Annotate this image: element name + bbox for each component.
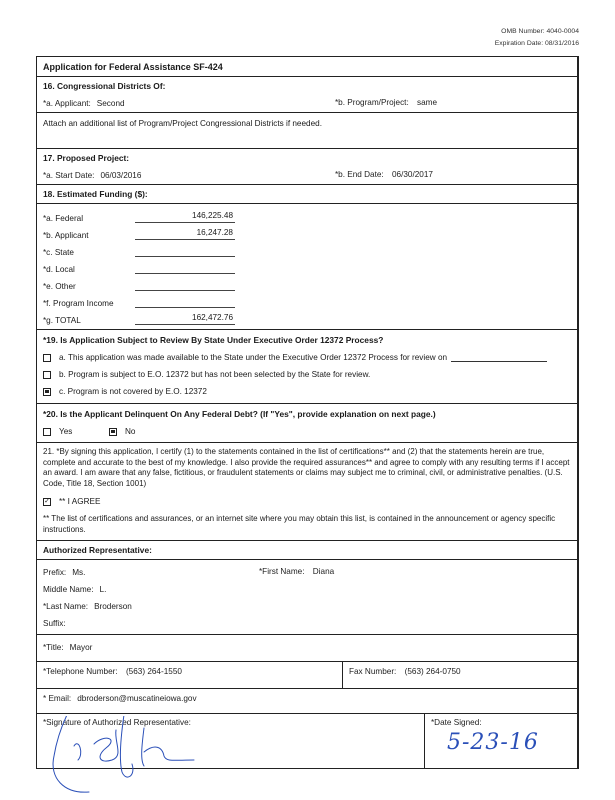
rep-heading: Authorized Representative: xyxy=(43,544,152,555)
eo-option-a[interactable] xyxy=(37,349,577,366)
funding-label: *e. Other xyxy=(43,282,76,291)
email-label: * Email: xyxy=(43,693,72,703)
section-20 xyxy=(37,404,577,443)
section-16-heading: 16. Congressional Districts Of: xyxy=(43,81,166,91)
prefix-label: Prefix: xyxy=(43,567,67,577)
middle-name-row xyxy=(37,581,577,598)
program-district-field[interactable]: same xyxy=(417,98,438,107)
funding-label: *c. State xyxy=(43,248,74,257)
date-signed-label: *Date Signed: xyxy=(431,717,482,727)
fax-cell xyxy=(342,662,577,688)
section-17 xyxy=(37,149,577,185)
attach-note: Attach an additional list of Program/Project Congressional Districts if needed. xyxy=(43,118,322,128)
review-date-field[interactable] xyxy=(451,354,547,362)
project-dates-row xyxy=(37,167,577,184)
section-18-header xyxy=(37,185,577,204)
checkbox-checked-icon[interactable] xyxy=(43,388,51,396)
funding-applicant-field[interactable]: 16,247.28 xyxy=(135,227,235,240)
eo-option-b[interactable] xyxy=(37,366,577,383)
signature-ink-icon xyxy=(44,716,254,796)
funding-other-field[interactable] xyxy=(135,278,235,291)
last-name-field[interactable]: Broderson xyxy=(94,601,132,611)
title-label: *Title: xyxy=(43,642,64,652)
funding-local-field[interactable] xyxy=(135,261,235,274)
congressional-districts-row xyxy=(37,95,577,112)
date-signed-field[interactable]: 5-23-16 xyxy=(447,729,539,755)
eo-option-b-label: b. Program is subject to E.O. 12372 but has not been selected by the State for review. xyxy=(59,370,371,379)
section-19-heading: *19. Is Application Subject to Review By State Under Executive Order 12372 Process? xyxy=(43,335,384,345)
funding-state-field[interactable] xyxy=(135,244,235,257)
certification-text: 21. *By signing this application, I certify (1) to the statements contained in the list of certifications** and (2) that the statements herein are true, complete and accurate to the best of my knowledge. I also provide the required assurances** and agree to comply with any resulting terms if I accept an award. I am aware that any false, fictitious, or fraudulent statements or claims may subject me to criminal, civil, or administrative penalties. (U.S. Code, Title 18, Section 1001) xyxy=(43,447,570,488)
funding-label: *g. TOTAL xyxy=(43,316,81,325)
telephone-field[interactable]: (563) 264-1550 xyxy=(125,666,182,676)
applicant-district-field[interactable]: Second xyxy=(96,99,125,108)
eo-option-a-label: a. This application was made available to the State under the Executive Order 12372 Process for review on xyxy=(59,353,448,362)
first-name-label: *First Name: xyxy=(259,566,305,576)
funding-row-program-income xyxy=(37,291,577,308)
sf424-form xyxy=(36,56,579,769)
email-field[interactable]: dbroderson@muscatineiowa.gov xyxy=(77,693,197,703)
estimated-funding xyxy=(37,204,577,330)
section-19 xyxy=(37,330,577,404)
prefix-first-row xyxy=(37,564,577,581)
rep-title-section xyxy=(37,635,577,662)
contact-numbers-section xyxy=(37,662,577,689)
funding-row-applicant xyxy=(37,223,577,240)
debt-yes-label: Yes xyxy=(59,427,73,436)
title-field[interactable]: Mayor xyxy=(69,642,93,652)
agree-label: ** I AGREE xyxy=(59,497,101,507)
funding-program-income-field[interactable] xyxy=(135,295,235,308)
end-date-field[interactable]: 06/30/2017 xyxy=(391,170,433,179)
certification-footnote: ** The list of certifications and assurances, or an internet site where you may obtain this list, is contained in the announcement or agency specific instructions. xyxy=(43,514,556,534)
fax-label: Fax Number: xyxy=(349,666,397,676)
rep-header xyxy=(37,541,577,560)
program-district-label: *b. Program/Project: xyxy=(335,98,409,107)
telephone-label: *Telephone Number: xyxy=(43,666,118,676)
funding-row-other xyxy=(37,274,577,291)
middle-name-field[interactable]: L. xyxy=(99,584,107,594)
funding-label: *b. Applicant xyxy=(43,231,89,240)
agree-row[interactable] xyxy=(37,493,577,510)
eo-option-c[interactable] xyxy=(37,383,577,400)
checkbox-icon[interactable] xyxy=(43,428,51,436)
signature-label: *Signature of Authorized Representative: xyxy=(43,717,191,727)
eo-option-c-label: c. Program is not covered by E.O. 12372 xyxy=(59,387,207,396)
end-date-label: *b. End Date: xyxy=(335,170,384,179)
suffix-row xyxy=(37,615,577,632)
funding-label: *a. Federal xyxy=(43,214,84,223)
suffix-label: Suffix: xyxy=(43,618,66,628)
middle-name-label: Middle Name: xyxy=(43,584,94,594)
fax-field[interactable]: (563) 264-0750 xyxy=(404,666,461,676)
checkbox-checked-icon[interactable] xyxy=(109,428,117,436)
last-name-label: *Last Name: xyxy=(43,601,89,611)
section-17-heading: 17. Proposed Project: xyxy=(43,153,130,163)
section-21 xyxy=(37,443,577,541)
first-name-field[interactable]: Diana xyxy=(312,566,335,576)
funding-row-local xyxy=(37,257,577,274)
email-row xyxy=(37,689,577,706)
section-16 xyxy=(37,77,577,113)
expiration-date: Expiration Date: 08/31/2016 xyxy=(494,40,579,47)
funding-federal-field[interactable]: 146,225.48 xyxy=(135,210,235,223)
funding-row-federal xyxy=(37,206,577,223)
attach-districts-section xyxy=(37,113,577,149)
omb-number: OMB Number: 4040-0004 xyxy=(501,28,579,35)
funding-total-field[interactable]: 162,472.76 xyxy=(135,312,235,325)
funding-label: *f. Program Income xyxy=(43,299,114,308)
telephone-cell xyxy=(37,662,342,688)
section-18-heading: 18. Estimated Funding ($): xyxy=(43,189,148,199)
email-section xyxy=(37,689,577,714)
start-date-label: *a. Start Date: xyxy=(43,171,95,180)
section-20-heading: *20. Is the Applicant Delinquent On Any Federal Debt? (If "Yes", provide explanation on next page.) xyxy=(43,409,436,419)
title-row xyxy=(37,639,577,656)
checkbox-tick-icon[interactable]: ✓ xyxy=(44,497,50,505)
funding-label: *d. Local xyxy=(43,265,75,274)
prefix-field[interactable]: Ms. xyxy=(72,567,86,577)
rep-name-section xyxy=(37,560,577,635)
federal-debt-options xyxy=(37,423,577,440)
checkbox-icon[interactable] xyxy=(43,354,51,362)
funding-row-state xyxy=(37,240,577,257)
funding-row-total xyxy=(37,308,577,325)
checkbox-icon[interactable] xyxy=(43,371,51,379)
date-signed-cell xyxy=(424,714,577,768)
last-name-row xyxy=(37,598,577,615)
debt-no-label: No xyxy=(125,427,136,436)
applicant-district-label: *a. Applicant: xyxy=(43,99,91,108)
form-title: Application for Federal Assistance SF-424 xyxy=(37,57,577,77)
start-date-field[interactable]: 06/03/2016 xyxy=(100,171,142,180)
